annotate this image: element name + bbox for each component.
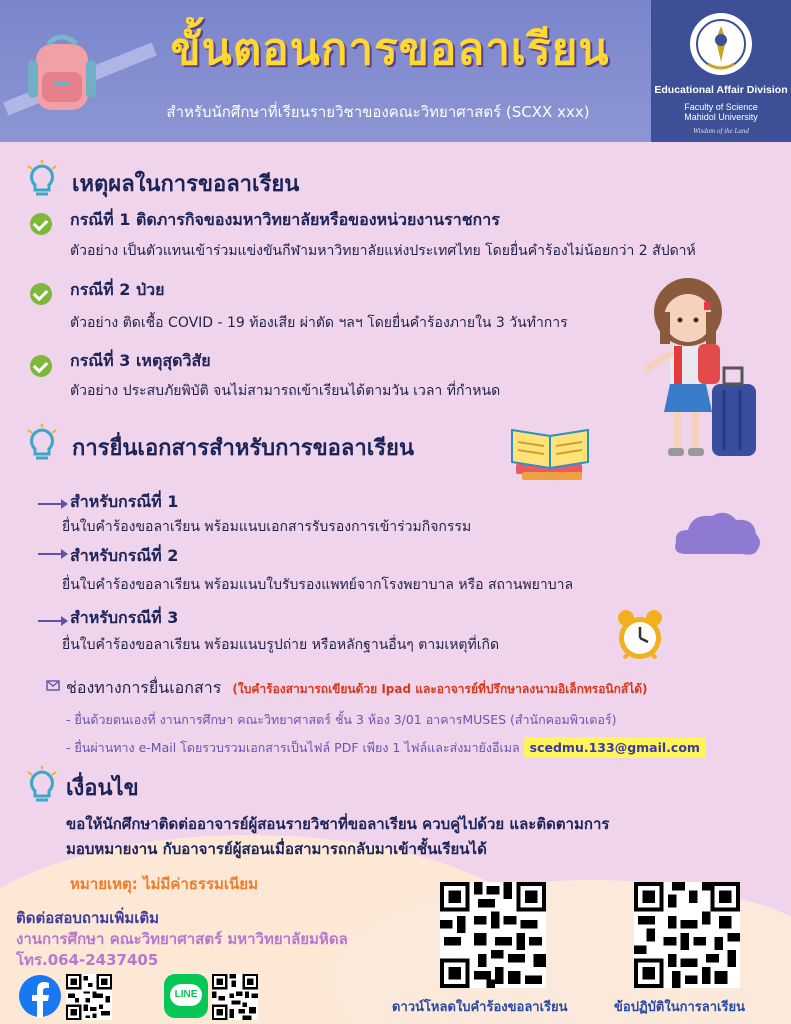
condition-text <box>66 812 609 862</box>
documents-heading: การยื่นเอกสารสำหรับการขอลาเรียน <box>72 436 414 461</box>
download-form-qr-code[interactable] <box>440 882 546 992</box>
facebook-qr-code[interactable] <box>66 974 112 1024</box>
motto: Wisdom of the Land <box>693 127 749 135</box>
condition-line-1: ขอให้นักศึกษาติดต่ออาจารย์ผู้สอนรายวิชาที่ขอลาเรียน ควบคู่ไปด้วย และติดตามการ <box>66 815 610 833</box>
doc-case-3-title: สำหรับกรณีที่ 3 <box>70 608 179 627</box>
qr-pattern <box>66 974 112 1020</box>
doc-case-3-text: ยื่นใบคำร้องขอลาเรียน พร้อมแนบรูปถ่าย หรือหลักฐานอื่นๆ ตามเหตุที่เกิด <box>62 637 500 653</box>
alarm-clock-icon <box>614 608 666 664</box>
contact-heading: ติดต่อสอบถามเพิ่มเติม <box>16 909 159 927</box>
qr-pattern <box>634 882 740 988</box>
cloud-decoration <box>672 508 764 558</box>
case-3-title: กรณีที่ 3 เหตุสุดวิสัย <box>70 351 211 370</box>
condition-line-2: มอบหมายงาน กับอาจารย์ผู้สอนเมื่อสามารถกลับมาเข้าชั้นเรียนได้ <box>66 840 487 858</box>
channel-email-row <box>66 738 706 758</box>
poster-subtitle: สำหรับนักศึกษาที่เรียนรายวิชาของคณะวิทยาศาสตร์ (SCXX xxx) <box>166 103 590 121</box>
lightbulb-icon <box>24 424 60 464</box>
channel-in-person: - ยื่นด้วยตนเองที่ งานการศึกษา คณะวิทยาศาสตร์ ชั้น 3 ห้อง 3/01 อาคารMUSES (สำนักคอมพิวเตอร์) <box>66 712 617 727</box>
line-label: LINE <box>174 989 198 1000</box>
arrow-icon <box>38 620 66 622</box>
submission-channel-row <box>66 676 648 701</box>
facebook-icon[interactable] <box>18 974 62 1018</box>
backpack-icon <box>14 26 106 118</box>
contact-office: งานการศึกษา คณะวิทยาศาสตร์ มหาวิทยาลัยมหิดล <box>16 930 348 948</box>
university-line: Mahidol University <box>684 112 758 122</box>
header-banner <box>0 0 791 142</box>
mail-icon <box>46 680 60 691</box>
channel-email-text: - ยื่นผ่านทาง e-Mail โดยรวบรวมเอกสารเป็นไฟล์ PDF เพียง 1 ไฟล์และส่งมายังอีเมล <box>66 740 520 755</box>
qr-pattern <box>440 882 546 988</box>
division-logo-box <box>651 0 791 142</box>
open-book-icon <box>508 420 594 486</box>
check-icon <box>30 283 52 305</box>
contact-phone: โทร.064-2437405 <box>16 951 159 969</box>
fee-remark: หมายเหตุ: ไม่มีค่าธรรมเนียม <box>70 875 258 893</box>
faculty-name <box>651 102 791 122</box>
doc-case-1-title: สำหรับกรณีที่ 1 <box>70 492 179 511</box>
case-2-example: ตัวอย่าง ติดเชื้อ COVID - 19 ท้องเสีย ผ่าตัด ฯลฯ โดยยื่นคำร้องภายใน 3 วันทำการ <box>70 315 568 331</box>
download-form-label[interactable]: ดาวน์โหลดใบคำร้องขอลาเรียน <box>392 1000 568 1015</box>
lightbulb-icon <box>24 160 60 200</box>
check-icon <box>30 213 52 235</box>
case-1-title: กรณีที่ 1 ติดภารกิจของมหาวิทยาลัยหรือของหน่วยงานราชการ <box>70 210 500 229</box>
case-1-example: ตัวอย่าง เป็นตัวแทนเข้าร่วมแข่งขันกีฬามหาวิทยาลัยแห่งประเทศไทย โดยยื่นคำร้องไม่น้อยกว่า 2 สัปดาห์ <box>70 243 696 259</box>
lightbulb-icon <box>24 766 60 806</box>
poster-title: ขั้นตอนการขอลาเรียน <box>170 24 610 75</box>
email-address[interactable]: scedmu.133@gmail.com <box>524 737 706 758</box>
line-qr-code[interactable] <box>212 974 258 1024</box>
student-traveler-illustration <box>640 272 770 464</box>
case-3-example: ตัวอย่าง ประสบภัยพิบัติ จนไม่สามารถเข้าเรียนได้ตามวัน เวลา ที่กำหนด <box>70 383 501 399</box>
leave-rules-label[interactable]: ข้อปฏิบัติในการลาเรียน <box>614 1000 745 1015</box>
doc-case-2-title: สำหรับกรณีที่ 2 <box>70 546 179 565</box>
arrow-icon <box>38 553 66 555</box>
case-2-title: กรณีที่ 2 ป่วย <box>70 280 165 299</box>
division-name: Educational Affair Division <box>654 84 788 96</box>
doc-case-1-text: ยื่นใบคำร้องขอลาเรียน พร้อมแนบเอกสารรับรองการเข้าร่วมกิจกรรม <box>62 519 472 535</box>
check-icon <box>30 355 52 377</box>
line-app-icon[interactable] <box>164 974 208 1018</box>
channel-note: (ใบคำร้องสามารถเขียนด้วย Ipad และอาจารย์ที่ปรึกษาลงนามอิเล็กทรอนิกส์ได้) <box>232 682 648 696</box>
university-seal-icon <box>688 10 754 80</box>
leave-rules-qr-code[interactable] <box>634 882 740 992</box>
channel-label: ช่องทางการยื่นเอกสาร <box>66 678 222 697</box>
condition-heading: เงื่อนไข <box>66 776 139 801</box>
faculty-line: Faculty of Science <box>684 102 758 112</box>
reasons-heading: เหตุผลในการขอลาเรียน <box>72 172 300 197</box>
doc-case-2-text: ยื่นใบคำร้องขอลาเรียน พร้อมแนบใบรับรองแพทย์จากโรงพยาบาล หรือ สถานพยาบาล <box>62 577 574 593</box>
arrow-icon <box>38 503 66 505</box>
qr-pattern <box>212 974 258 1020</box>
